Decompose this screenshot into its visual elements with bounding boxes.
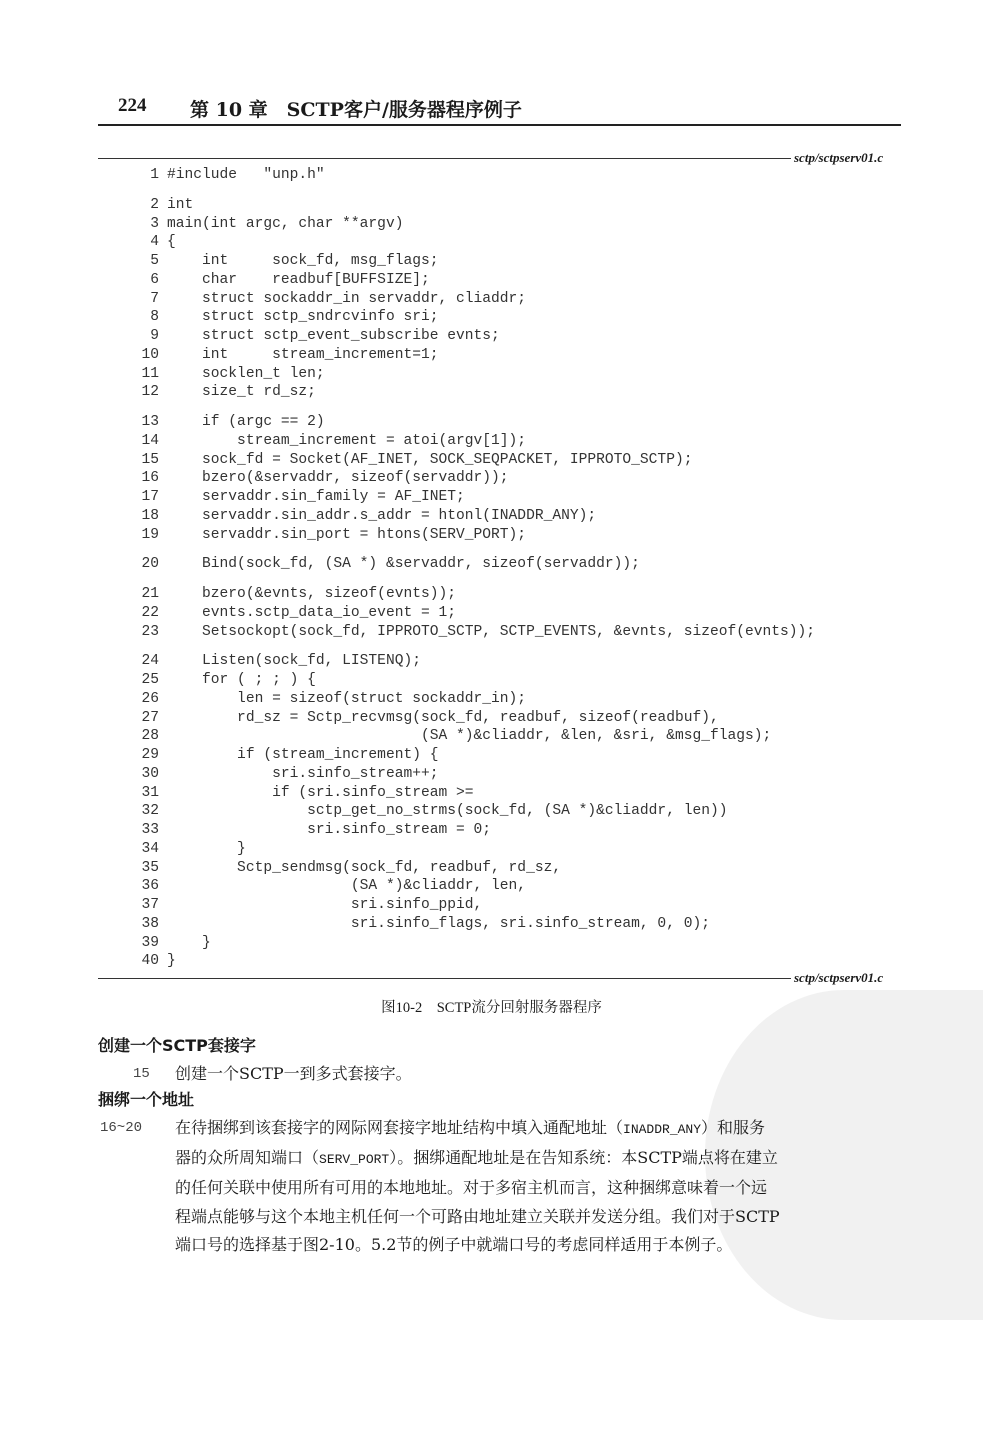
page-number: 224 [118,95,147,116]
text-segment: ）。捆绑通配地址是在告知系统：本SCTP端点将在建立 [389,1148,778,1168]
code-text: int sock_fd, msg_flags; [167,253,439,269]
code-text: sri.sinfo_stream = 0; [167,822,492,838]
code-block [130,166,815,185]
figure-caption: 图10-2 SCTP流分回射服务器程序 [381,1000,602,1016]
line-number: 6 [150,271,159,288]
text-segment: 创建一个SCTP一到多式套接字。 [175,1064,412,1083]
code-line [130,327,815,346]
code-line [130,383,815,402]
code-text: (SA *)&cliaddr, &len, &sri, &msg_flags); [167,728,772,745]
code-line [130,840,815,859]
text-segment: 在待捆绑到该套接字的网际网套接字地址结构中填入通配地址（ [175,1118,624,1137]
code-text: if (sri.sinfo_stream >= [167,784,474,801]
line-number: 31 [141,784,159,801]
line-number: 12 [141,384,159,401]
code-top-rule [98,158,791,159]
code-block [130,652,815,971]
code-text: struct sctp_sndrcvinfo sri; [167,309,439,326]
text-segment: 端口号的选择基于图2-10。5.2节的例子中就端口号的考虑同样适用于本例子。 [175,1234,733,1254]
code-line [130,690,815,709]
code-line [130,652,815,671]
code-text: if (stream_increment) { [167,747,439,763]
line-number: 24 [141,653,159,670]
code-text: sri.sinfo_flags, sri.sinfo_stream, 0, 0); [167,915,710,932]
line-ref: 16~20 [100,1120,143,1136]
line-number: 33 [141,822,159,838]
line-number: 18 [141,507,159,524]
line-number: 17 [141,489,159,505]
line-number: 9 [150,328,159,344]
code-text: evnts.sctp_data_io_event = 1; [167,604,457,621]
paragraph-line [175,1144,780,1174]
line-number: 16 [141,470,159,487]
line-number: 19 [141,526,159,543]
section-paragraph [100,1114,780,1259]
code-line [130,765,815,784]
code-filename-top: sctp/sctpserv01.c [794,150,884,165]
code-line [130,451,815,470]
code-block [130,196,815,402]
code-line [130,365,815,384]
code-line [130,623,815,642]
code-line [130,555,815,574]
code-line [130,934,815,953]
paragraph-line [175,1114,780,1144]
code-line [130,166,815,185]
chapter-title: 第 10 章 SCTP客户/服务器程序例子 [190,99,522,121]
code-text: len = sizeof(struct sockaddr_in); [167,690,527,707]
code-line [130,469,815,488]
code-text: servaddr.sin_port = htons(SERV_PORT); [167,526,527,543]
code-text: Listen(sock_fd, LISTENQ); [167,653,421,670]
line-ref: 15 [133,1066,150,1082]
line-number: 22 [141,604,159,621]
code-line [130,952,815,971]
line-number: 40 [141,953,159,970]
line-number: 10 [141,346,159,363]
paragraph-line [175,1203,780,1231]
code-line [130,915,815,934]
code-text: sri.sinfo_stream++; [167,765,439,782]
line-number: 30 [141,765,159,782]
code-text: sctp_get_no_strms(sock_fd, (SA *)&cliaddr, len)) [167,803,728,820]
code-line [130,671,815,690]
line-number: 21 [141,586,159,602]
code-line [130,346,815,365]
paragraph-line [175,1060,412,1088]
section-paragraph [133,1060,412,1088]
line-number: 28 [141,728,159,745]
code-line [130,585,815,604]
line-number: 35 [141,859,159,876]
section-heading: 捆绑一个地址 [98,1090,195,1109]
line-number: 29 [141,747,159,763]
code-text: bzero(&evnts, sizeof(evnts)); [167,586,457,602]
code-line [130,604,815,623]
code-line [130,896,815,915]
code-line [130,432,815,451]
paragraph-body [175,1060,412,1088]
code-text: sri.sinfo_ppid, [167,897,483,913]
code-text: struct sctp_event_subscribe evnts; [167,328,500,344]
text-segment: 器的众所周知端口（ [175,1148,320,1168]
code-line [130,252,815,271]
code-text: if (argc == 2) [167,414,325,430]
line-number: 15 [141,451,159,468]
code-line [130,507,815,526]
line-number: 23 [141,623,159,640]
text-segment: 程端点能够与这个本地主机任何一个可路由地址建立关联并发送分组。我们对于SCTP [175,1206,780,1226]
code-line [130,859,815,878]
code-text: } [167,953,176,970]
header-rule [98,124,901,126]
line-number: 37 [141,897,159,913]
line-number: 7 [150,290,159,307]
line-number: 27 [141,709,159,726]
code-text: (SA *)&cliaddr, len, [167,878,527,895]
code-bottom-rule [98,978,791,979]
line-number: 20 [141,556,159,573]
paragraph-line [175,1231,780,1259]
code-line [130,526,815,545]
code-line [130,877,815,896]
code-text: stream_increment = atoi(argv[1]); [167,432,527,449]
code-text: for ( ; ; ) { [167,672,316,688]
code-text: bzero(&servaddr, sizeof(servaddr)); [167,470,509,487]
code-text: servaddr.sin_family = AF_INET; [167,489,465,505]
code-listing [130,166,815,982]
code-text: socklen_t len; [167,365,325,382]
code-line [130,821,815,840]
code-text: Setsockopt(sock_fd, IPPROTO_SCTP, SCTP_EVENTS, &evnts, sizeof(evnts)); [167,623,816,640]
line-number: 32 [141,803,159,820]
line-number: 36 [141,878,159,895]
line-number: 2 [150,196,159,213]
code-text: main(int argc, char **argv) [167,215,404,232]
code-text: } [167,840,246,857]
code-text: size_t rd_sz; [167,384,316,401]
line-number: 4 [150,234,159,251]
code-block [130,555,815,574]
paragraph-body [175,1114,780,1259]
code-filename-bottom: sctp/sctpserv01.c [794,970,884,985]
code-line [130,233,815,252]
line-number: 26 [141,690,159,707]
code-line [130,784,815,803]
code-term: SERV_PORT [319,1152,390,1168]
line-number: 5 [150,253,159,269]
code-text: struct sockaddr_in servaddr, cliaddr; [167,290,527,307]
code-line [130,727,815,746]
line-number: 11 [141,365,159,382]
code-text: int stream_increment=1; [167,346,439,363]
section-heading: 创建一个SCTP套接字 [98,1036,256,1055]
code-text: int [167,196,194,213]
code-text: rd_sz = Sctp_recvmsg(sock_fd, readbuf, sizeof(readbuf), [167,709,719,726]
paragraph-line [175,1174,780,1202]
code-block [130,585,815,641]
code-text: { [167,234,176,251]
code-line [130,290,815,309]
code-line [130,802,815,821]
line-number: 14 [141,432,159,449]
line-number: 39 [141,934,159,951]
code-line [130,308,815,327]
code-term: INADDR_ANY [623,1122,702,1137]
line-number: 13 [141,414,159,430]
code-text: char readbuf[BUFFSIZE]; [167,271,430,288]
line-number: 1 [150,167,159,183]
text-segment: 的任何关联中使用所有可用的本地地址。对于多宿主机而言，这种捆绑意味着一个远 [175,1178,768,1198]
code-line [130,488,815,507]
line-number: 38 [141,915,159,932]
code-line [130,215,815,234]
code-text: sock_fd = Socket(AF_INET, SOCK_SEQPACKET, IPPROTO_SCTP); [167,451,693,468]
code-text: servaddr.sin_addr.s_addr = htonl(INADDR_ANY); [167,507,597,524]
code-line [130,746,815,765]
code-block [130,413,815,544]
code-text: Sctp_sendmsg(sock_fd, readbuf, rd_sz, [167,859,562,876]
code-text: Bind(sock_fd, (SA *) &servaddr, sizeof(servaddr)); [167,556,640,573]
code-line [130,271,815,290]
text-segment: ）和服务 [701,1118,766,1137]
code-line [130,709,815,728]
code-line [130,413,815,432]
code-line [130,196,815,215]
line-number: 8 [150,309,159,326]
code-text: #include "unp.h" [167,167,325,183]
line-number: 34 [141,840,159,857]
code-text: } [167,934,211,951]
line-number: 25 [141,672,159,688]
line-number: 3 [150,215,159,232]
